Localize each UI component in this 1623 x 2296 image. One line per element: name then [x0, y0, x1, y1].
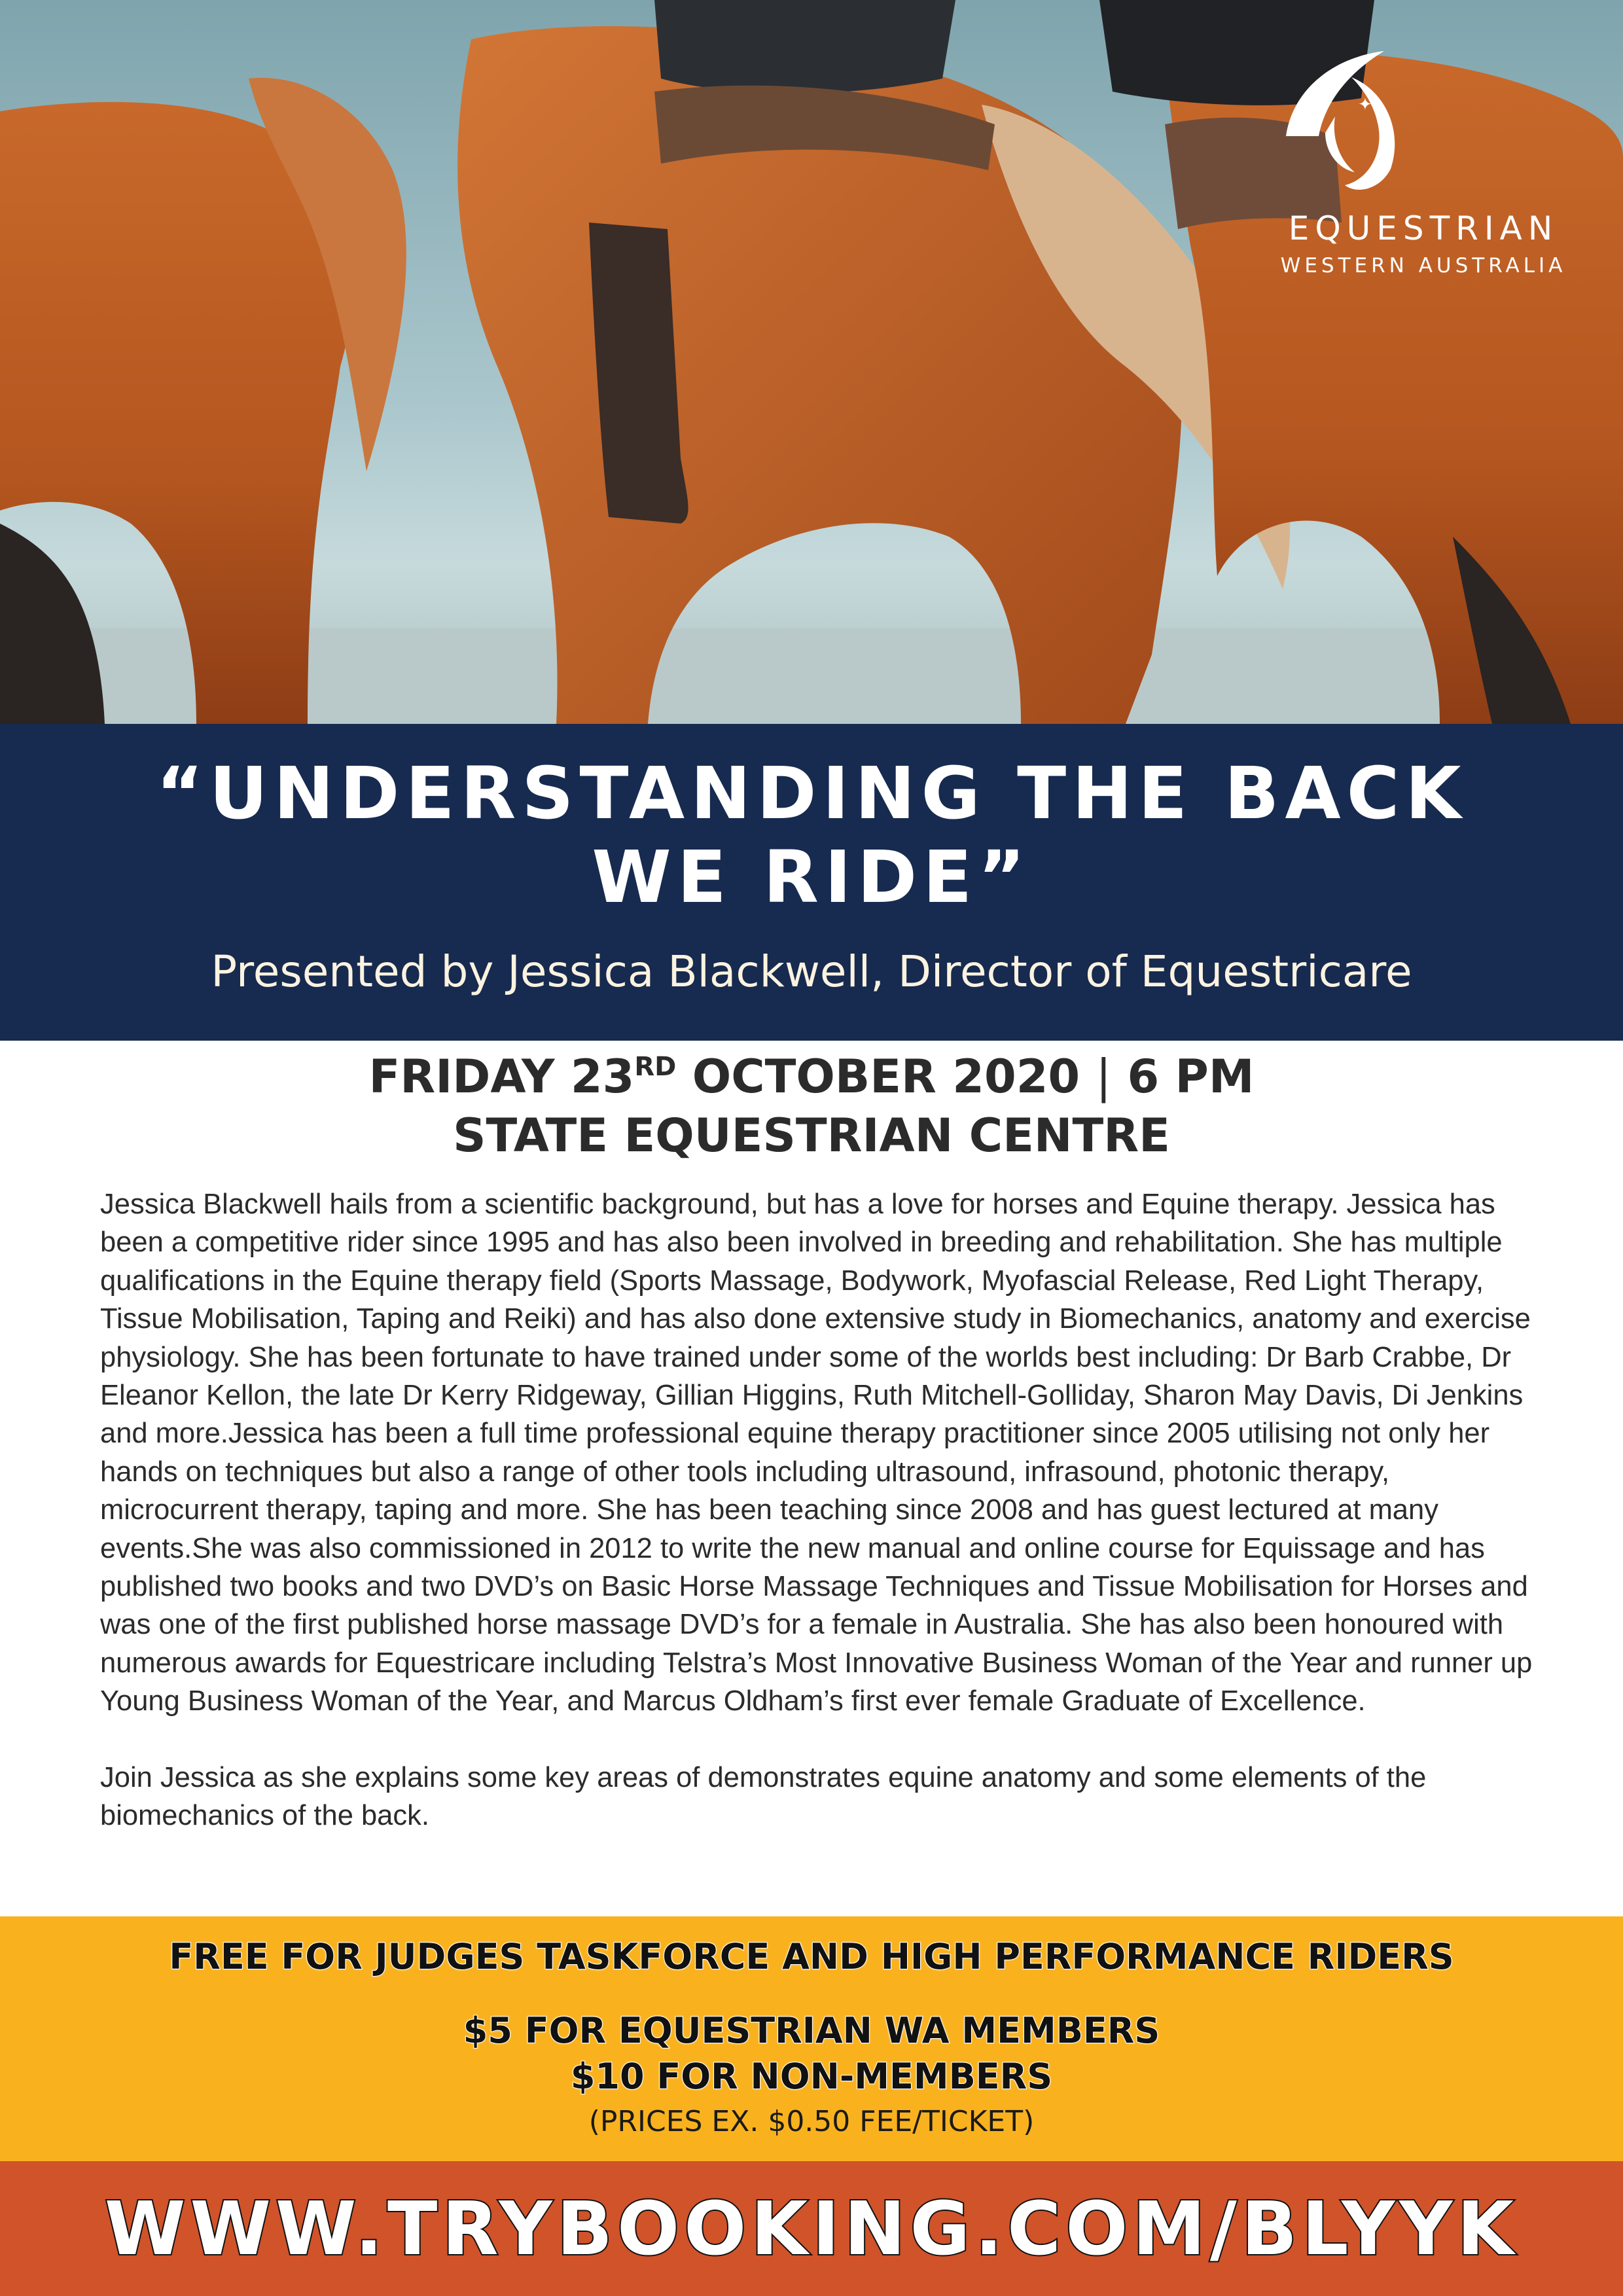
event-title	[0, 751, 1623, 919]
event-venue: STATE EQUESTRIAN CENTRE	[453, 1109, 1170, 1162]
event-month-year: OCTOBER 2020	[676, 1050, 1096, 1103]
event-title-line-2: WE RIDE”	[592, 835, 1031, 919]
price-non-members-line: $10 FOR NON-MEMBERS	[570, 2056, 1053, 2097]
event-time: 6 PM	[1111, 1050, 1255, 1103]
date-time-separator: |	[1096, 1050, 1112, 1103]
logo-text-equestrian: EQUESTRIAN	[1288, 209, 1559, 247]
price-fee-note: (PRICES EX. $0.50 FEE/TICKET)	[588, 2105, 1035, 2138]
booking-band	[0, 2161, 1623, 2296]
event-title-line-1: “UNDERSTANDING THE BACK	[156, 751, 1467, 835]
bio-paragraph: Jessica Blackwell hails from a scientific background, but has a love for horses and Equine therapy. Jessica has been a competitive rider since 1995 and has also been involved in breeding and rehabilitation. She has multiple qualifications in the Equine therapy field (Sports Massage, Bodywork, Myofascial Release, Red Light Therapy, Tissue Mobilisation, Taping and Reiki) and has also done extensive study in Biomechanics, anatomy and exercise physiology. She has been fortunate to have trained under some of the worlds best including: Dr Barb Crabbe, Dr Eleanor Kellon, the late Dr Kerry Ridgeway, Gillian Higgins, Ruth Mitchell-Golliday, Sharon May Davis, Di Jenkins and more.Jessica has been a full time professional equine therapy practitioner since 2005 utilising not only her hands on techniques but also a range of other tools including ultrasound, infrasound, photonic therapy, microcurrent therapy, taping and more. She has been teaching since 2008 and has guest lectured at many events.She was also commissioned in 2012 to write the new manual and online course for Equissage and has published two books and two DVD’s on Basic Horse Massage Techniques and Tissue Mobilisation for Horses and was one of the first published horse massage DVD’s for a female in Australia. She has also been honoured with numerous awards for Equestricare including Telstra’s Most Innovative Business Woman of the Year and runner up Young Business Woman of the Year, and Marcus Oldham’s first ever female Graduate of Excellence.	[100, 1189, 1533, 1717]
equestrian-wa-logo	[1273, 38, 1574, 287]
hero-photo-horses	[0, 0, 1623, 724]
rider-jacket	[654, 0, 955, 94]
price-free-line: FREE FOR JUDGES TASKFORCE AND HIGH PERFORMANCE RIDERS	[169, 1936, 1454, 1977]
pricing-band	[0, 1916, 1623, 2161]
presenter-biography	[100, 1185, 1533, 1835]
title-band	[0, 724, 1623, 1041]
logo-text-western-australia: WESTERN AUSTRALIA	[1280, 254, 1567, 278]
svg-text:✦: ✦	[1358, 95, 1372, 115]
logo-emblem-icon	[1273, 38, 1404, 195]
invite-paragraph: Join Jessica as she explains some key areas of demonstrates equine anatomy and some elements of the biomechanics of the back.	[100, 1761, 1427, 1832]
booking-url-link[interactable]: WWW.TRYBOOKING.COM/BLYYK	[104, 2187, 1519, 2272]
presenter-line: Presented by Jessica Blackwell, Director of Equestricare	[211, 946, 1412, 997]
event-day-suffix: RD	[634, 1052, 677, 1082]
left-shadow-legs	[0, 524, 105, 724]
event-day: FRIDAY 23	[368, 1050, 635, 1103]
event-date-time	[0, 1047, 1623, 1106]
price-members-line: $5 FOR EQUESTRIAN WA MEMBERS	[463, 2010, 1160, 2051]
